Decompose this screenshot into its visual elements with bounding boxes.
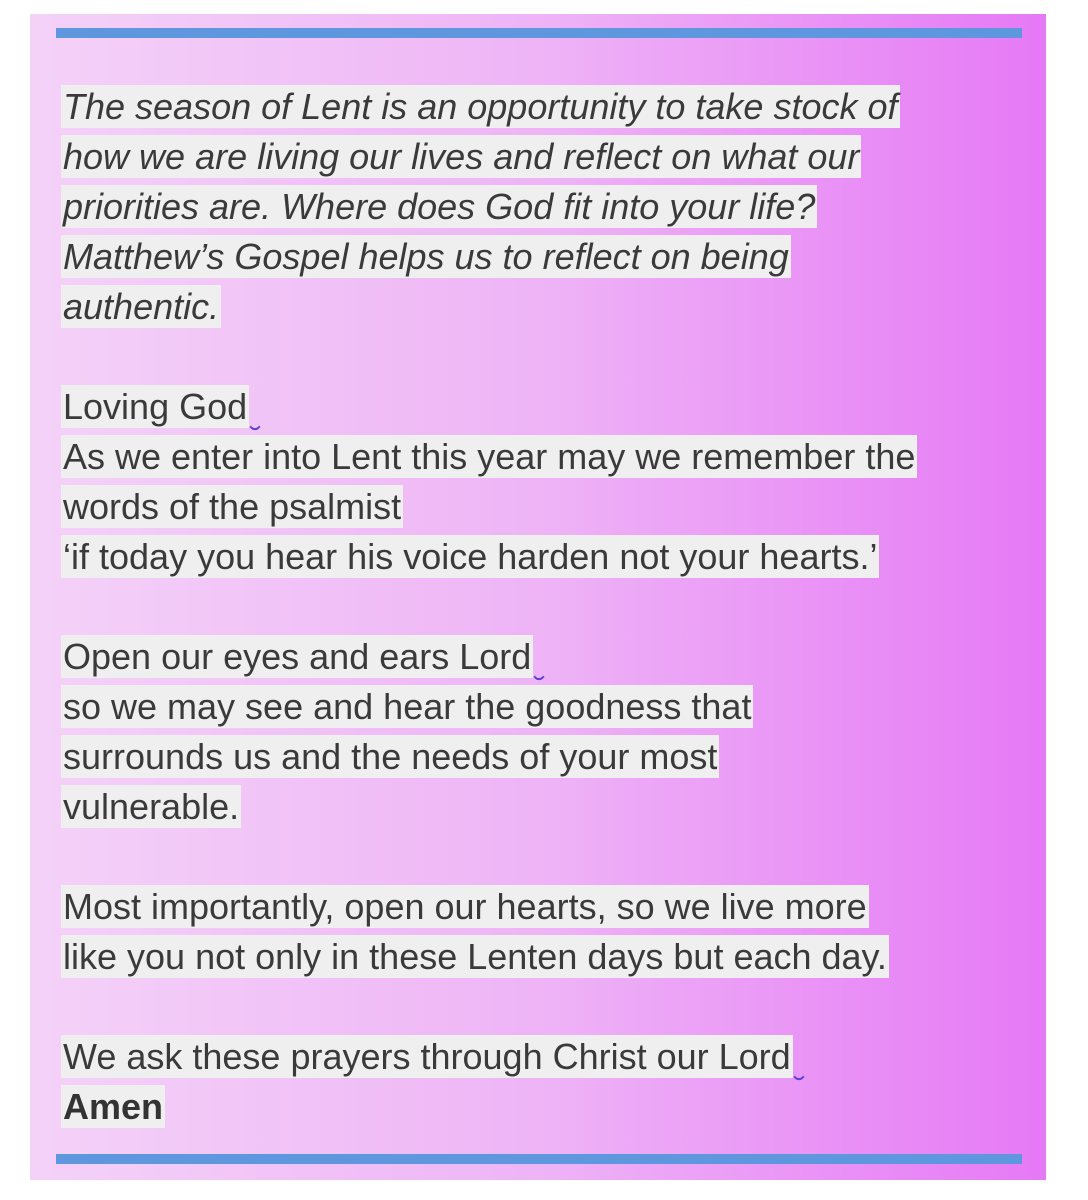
- prayer-line: words of the psalmist: [63, 486, 402, 527]
- top-divider: [56, 28, 1022, 38]
- prayer-panel: [30, 14, 1046, 1180]
- prayer-line: so we may see and hear the goodness that: [63, 686, 752, 727]
- intro-line: authentic.: [63, 286, 220, 327]
- prayer-line: Open our eyes and ears Lord: [61, 632, 1031, 682]
- salutation-line: Loving God: [61, 382, 1031, 432]
- prayer-line: ‘if today you hear his voice harden not your hearts.’: [63, 536, 878, 577]
- prayer-line: Most importantly, open our hearts, so we live more: [63, 886, 867, 927]
- intro-line: Matthew’s Gospel helps us to reflect on being: [63, 236, 789, 277]
- bottom-divider: [56, 1154, 1022, 1164]
- spacer: [61, 832, 1031, 882]
- amen-line: Amen: [63, 1086, 164, 1127]
- intro-line: priorities are. Where does God fit into your life?: [63, 186, 816, 227]
- intro-line: The season of Lent is an opportunity to take stock of: [63, 86, 898, 127]
- spellcheck-mark-icon: [249, 421, 260, 432]
- prayer-text: [61, 82, 1031, 1132]
- spellcheck-mark-icon: [793, 1071, 804, 1082]
- spacer: [61, 982, 1031, 1032]
- spellcheck-mark-icon: [534, 671, 545, 682]
- spacer: [61, 332, 1031, 382]
- spacer: [61, 582, 1031, 632]
- prayer-line: like you not only in these Lenten days but each day.: [63, 936, 887, 977]
- prayer-line: surrounds us and the needs of your most: [63, 736, 718, 777]
- closing-line: We ask these prayers through Christ our Lord: [61, 1032, 1031, 1082]
- intro-line: how we are living our lives and reflect on what our: [63, 136, 860, 177]
- prayer-line: As we enter into Lent this year may we remember the: [63, 436, 916, 477]
- prayer-line: vulnerable.: [63, 786, 240, 827]
